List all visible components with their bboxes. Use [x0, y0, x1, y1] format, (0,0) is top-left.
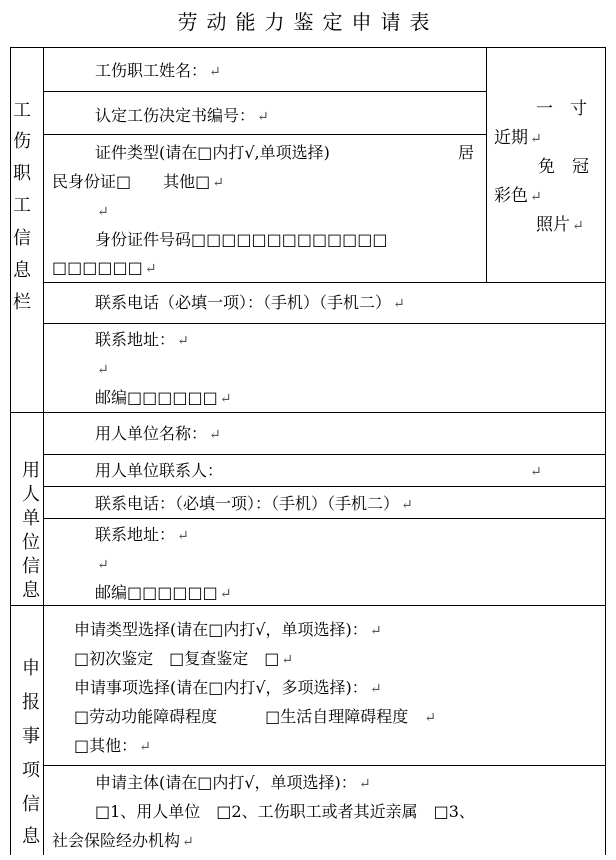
cert-number-field-cont[interactable]: □□□□□□ ↵: [52, 258, 157, 277]
side-char: 申: [22, 658, 40, 679]
cert-type-options[interactable]: 民身份证□ 其他□ ↵: [52, 172, 224, 191]
field-label: 证件类型(请在□内打√,单项选择): [95, 143, 330, 162]
side-char: 伤: [13, 131, 31, 152]
field-label: 工伤职工姓名：: [95, 61, 208, 80]
row-divider: [43, 323, 606, 324]
worker-phone-field[interactable]: 联系电话（必填一项）：（手机）（手机二） ↵: [95, 293, 405, 312]
photo-column-border: [486, 47, 487, 282]
photo-text: 照片 ↵: [536, 215, 584, 235]
blank-line: ↵: [97, 362, 109, 378]
cert-number-field[interactable]: 身份证件号码□□□□□□□□□□□□□: [95, 230, 388, 249]
side-char: 工: [13, 195, 31, 216]
side-char: 信: [22, 556, 40, 577]
side-char: 栏: [13, 292, 31, 313]
cert-type-field[interactable]: [95, 138, 330, 167]
row-mark: ↵: [530, 464, 542, 480]
side-char: 人: [22, 484, 40, 505]
side-char: 息: [22, 826, 40, 847]
worker-address-field[interactable]: 联系地址： ↵: [95, 330, 189, 349]
application-subject-options[interactable]: □1、用人单位 □2、工伤职工或者其近亲属 □3、: [95, 802, 475, 821]
side-char: 用: [22, 460, 40, 481]
side-char: 工: [13, 100, 31, 121]
employer-address-field[interactable]: 联系地址： ↵: [95, 525, 189, 544]
employer-phone-field[interactable]: 联系电话：（必填一项）：（手机）（手机二） ↵: [95, 494, 413, 513]
row-divider: [43, 134, 486, 135]
application-item-options[interactable]: □劳动功能障碍程度 □生活自理障碍程度 ↵: [74, 707, 436, 726]
application-type-label: 申请类型选择(请在□内打√，单项选择)： ↵: [74, 620, 382, 639]
employer-contact-field[interactable]: 用人单位联系人：: [95, 461, 224, 480]
application-subject-label: 申请主体(请在□内打√，单项选择)： ↵: [95, 773, 371, 792]
photo-text: 近期 ↵: [494, 128, 542, 148]
side-char: 单: [22, 508, 40, 529]
side-char: 信: [13, 228, 31, 249]
field-label: 认定工伤决定书编号：: [95, 106, 256, 125]
right-border: [605, 47, 606, 855]
application-item-other[interactable]: □其他： ↵: [74, 736, 151, 755]
photo-text: 彩色 ↵: [494, 186, 542, 206]
side-char: 项: [22, 760, 40, 781]
employer-name-field[interactable]: 用人单位名称： ↵: [95, 424, 221, 443]
application-subject-options-cont[interactable]: 社会保险经办机构 ↵: [52, 831, 194, 850]
form-title: 劳动能力鉴定申请表: [177, 10, 439, 34]
row-divider: [43, 486, 606, 487]
employer-postcode-field[interactable]: 邮编□□□□□□ ↵: [95, 583, 232, 602]
blank-line: ↵: [97, 557, 109, 573]
worker-name-field[interactable]: 工伤职工姓名： ↵: [95, 61, 221, 80]
cert-type-text: 居: [458, 143, 475, 162]
row-divider: [43, 765, 606, 766]
application-type-options[interactable]: □初次鉴定 □复查鉴定 □ ↵: [74, 649, 294, 668]
blank-line: ↵: [97, 204, 109, 220]
worker-postcode-field[interactable]: 邮编□□□□□□ ↵: [95, 388, 232, 407]
side-char: 信: [22, 794, 40, 815]
side-char: 事: [22, 726, 40, 747]
application-item-label: 申请事项选择(请在□内打√，多项选择)： ↵: [74, 678, 382, 697]
row-divider: [43, 454, 606, 455]
photo-text: 一 寸: [536, 99, 587, 119]
decision-number-field[interactable]: 认定工伤决定书编号： ↵: [95, 106, 269, 125]
photo-text: 免 冠: [538, 157, 589, 177]
side-char: 息: [22, 580, 40, 601]
table-top-border: [10, 47, 606, 48]
label-column-border: [43, 47, 44, 855]
side-char: 息: [13, 260, 31, 281]
side-char: 位: [22, 532, 40, 553]
side-char: 报: [22, 692, 40, 713]
side-char: 职: [13, 163, 31, 184]
row-divider: [43, 91, 486, 92]
